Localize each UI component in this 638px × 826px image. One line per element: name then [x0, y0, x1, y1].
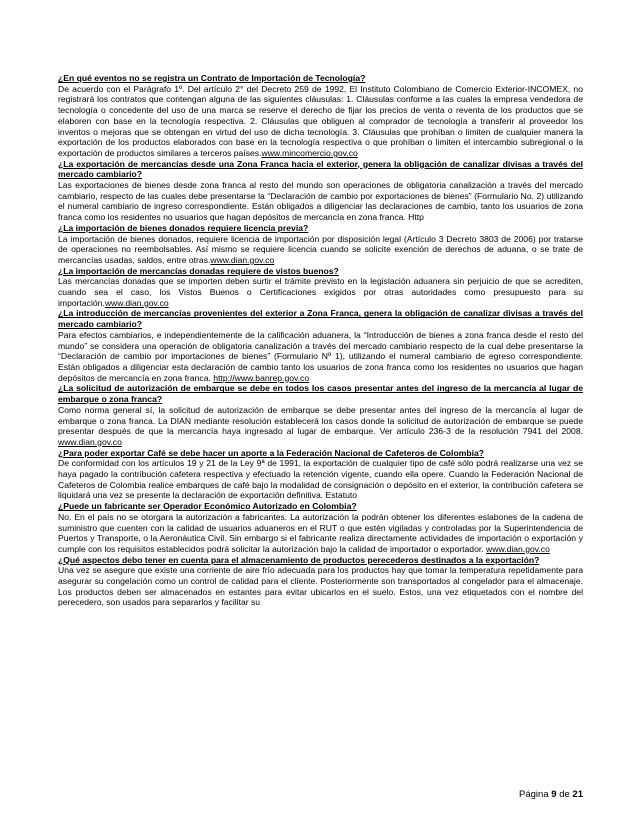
- faq-answer: [58, 512, 583, 555]
- page-number: 9: [551, 789, 557, 800]
- faq-answer-text: Las mercancías donadas que se importen deben surtir el trámite previsto en la legislación aduanera sin perjuicio de que se acrediten, cuando sea el caso, los Vistos Buenos o Certificaciones exigidos por otras autoridades como presupuesto para su importación.: [58, 276, 583, 308]
- faq-question: ¿La solicitud de autorización de embarque se debe en todos los casos presentar antes del ingreso de la mercancía al lugar de embarque o zona franca?: [58, 383, 583, 405]
- faq-item: [58, 448, 583, 502]
- faq-answer-text: Una vez se asegure que existe una corriente de aire frío adecuada para los productos hay que tomar la temperatura repetidamente para asegurar su congelación como un control de calidad para el cliente. Posteriormente son transportados al congelador para el almacenaje. Los productos deben ser almacenados en estantes para evitar ubicarlos en el suelo. Estos, una vez etiquetados con el nombre del perecedero, son usados para separarlos y facilitar su: [58, 565, 583, 608]
- faq-answer-link[interactable]: www.dian.gov.co: [210, 254, 275, 265]
- faq-answer-link[interactable]: http://www.banrep.gov.co: [213, 372, 310, 383]
- faq-item: [58, 266, 583, 309]
- faq-answer-link[interactable]: www.dian.gov.co: [104, 297, 169, 308]
- faq-question: ¿En qué eventos no se registra un Contrato de Importación de Tecnología?: [58, 73, 366, 83]
- page-footer: [519, 789, 583, 800]
- faq-item: [58, 555, 583, 609]
- faq-answer: [58, 276, 583, 308]
- faq-answer: [58, 405, 583, 448]
- faq-content: [58, 73, 583, 608]
- faq-question: ¿Puede un fabricante ser Operador Económico Autorizado en Colombia?: [58, 501, 357, 512]
- faq-answer-link[interactable]: www.mincomercio.gov.co: [261, 147, 358, 158]
- faq-item: [58, 73, 583, 159]
- faq-question: ¿La importación de mercancías donadas requiere de vistos buenos?: [58, 265, 339, 276]
- faq-item: [58, 308, 583, 383]
- faq-question: ¿La exportación de mercancías desde una Zona Franca hacia el exterior, genera la obligación de canalizar divisas a través del mercado cambiario?: [58, 158, 583, 180]
- faq-answer: [58, 180, 583, 223]
- faq-answer-link[interactable]: www.dian.gov.co: [58, 436, 122, 447]
- faq-question: ¿La introducción de mercancías provenientes del exterior a Zona Franca, genera la obligación de canalizar divisas a través del mercado cambiario?: [58, 308, 583, 330]
- page-of-label: de: [559, 789, 570, 800]
- faq-item: [58, 383, 583, 447]
- faq-answer: [58, 234, 583, 266]
- faq-answer-text: La importación de bienes donados, requiere licencia de importación por disposición legal (Artículo 3 Decreto 3803 de 2006) por tratarse de operaciones no reembolsables. Así mismo se requiere licencia cuando se solicite exención de derechos de aduana, o se trate de mercancías usadas, saldos, entre otras.: [58, 233, 583, 265]
- faq-answer: [58, 458, 583, 501]
- faq-answer: [58, 84, 583, 159]
- faq-answer-text: Las exportaciones de bienes desde zona franca al resto del mundo son operaciones de obligatoria canalización a través del mercado cambiario, respecto de las cuales debe presentarse la “Declaración de cambio por exportaciones de bienes” (Formulario No. 2) utilizando el numeral cambiario de ingreso correspondiente. Están obligados a diligenciar las declaraciones de cambio, tanto los usuarios de zona franca como los residentes no usuarios que hagan depósitos de mercancía en zona franca. Http: [58, 180, 583, 223]
- faq-question: ¿Qué aspectos debo tener en cuenta para el almacenamiento de productos perecederos destinados a la exportación?: [58, 554, 540, 565]
- faq-question: ¿La importación de bienes donados requiere licencia previa?: [58, 222, 309, 233]
- faq-answer-text: Para efectos cambiarios, e independientemente de la calificación aduanera, la “Introducción de bienes a zona franca desde el resto del mundo” se considera una operación de obligatoria canalización a través del mercado cambiario respecto de la cual debe presentarse la “Declaración de cambio por importaciones de bienes” (Formulario Nº 1), utilizando el numeral cambiario de egreso correspondiente. Están obligados a diligenciar esta declaración de cambio tanto los usuarios de zona franca como los residentes no usuarios que hagan depósitos de mercancía en zona franca.: [58, 329, 583, 383]
- faq-answer: [58, 565, 583, 608]
- faq-answer-text: De conformidad con los artículos 19 y 21 de la Ley 9ª de 1991, la exportación de cualquier tipo de café sólo podrá realizarse una vez se haya pagado la contribución cafetera respectiva y efectuado la retención vigente, cuando ella opere. Cuando la Federación Nacional de Cafeteros de Colombia realice embarques de café bajo la modalidad de consignación o depósito en el exterior, la contribución cafetera se liquidará una vez se presente la declaración de exportación definitiva. Estatuto: [58, 458, 583, 501]
- faq-question: ¿Para poder exportar Café se debe hacer un aporte a la Federación Nacional de Cafeteros de Colombia?: [58, 447, 484, 458]
- faq-item: [58, 223, 583, 266]
- faq-item: [58, 501, 583, 555]
- faq-answer-text: Como norma general sí, la solicitud de autorización de embarque se debe presentar antes del ingreso de la mercancía al lugar de embarque o zona franca. La DIAN mediante resolución establecerá los casos donde la solicitud de autorización de embarque se puede presentar después de que la mercancía haya ingresado al lugar de embarque. Ver artículo 236-3 de la resolución 7941 del 2008.: [58, 404, 583, 437]
- faq-answer: [58, 330, 583, 384]
- total-pages: 21: [572, 789, 583, 800]
- faq-answer-text: No. En el país no se otorgara la autorización a fabricantes. La autorización la podrán obtener los diferentes eslabones de la cadena de suministro que cuenten con la calidad de usuarios aduaneros en el RUT o que estén vigiladas y controladas por la Superintendencia de Puertos y Transporte, o la Aeronáutica Civil. Sin embargo si el fabricante realiza directamente actividades de importación o exportación y cumple con los requisitos establecidos podrá solicitar la autorización bajo la calidad de importador o exportador.: [58, 511, 583, 554]
- page-label: Página: [519, 789, 549, 800]
- faq-item: [58, 159, 583, 223]
- faq-answer-text: De acuerdo con el Parágrafo 1º. Del artículo 2° del Decreto 259 de 1992, El Instituto Colombiano de Comercio Exterior-INCOMEX, no registrará los contratos que contengan alguna de las siguientes cláusulas: 1. Cláusulas conforme a las cuales la empresa vendedora de tecnología o concedente del uso de una marca se reserve el derecho de fijar los precios de venta o reventa de los productos que se elaboren con base en la tecnología respectiva. 2. Cláusulas que obliguen al comprador de tecnología a transferir al proveedor los inventos o mejoras que se obtengan en virtud del uso de dicha tecnología. 3. Cláusulas que prohíban o limiten de cualquier manera la exportación de los productos elaborados con base en la tecnología respectiva o que prohíban o limiten el intercambio subregional o la exportación de productos similares a terceros países.: [58, 83, 583, 158]
- faq-answer-link[interactable]: www.dian.gov.co: [486, 543, 550, 554]
